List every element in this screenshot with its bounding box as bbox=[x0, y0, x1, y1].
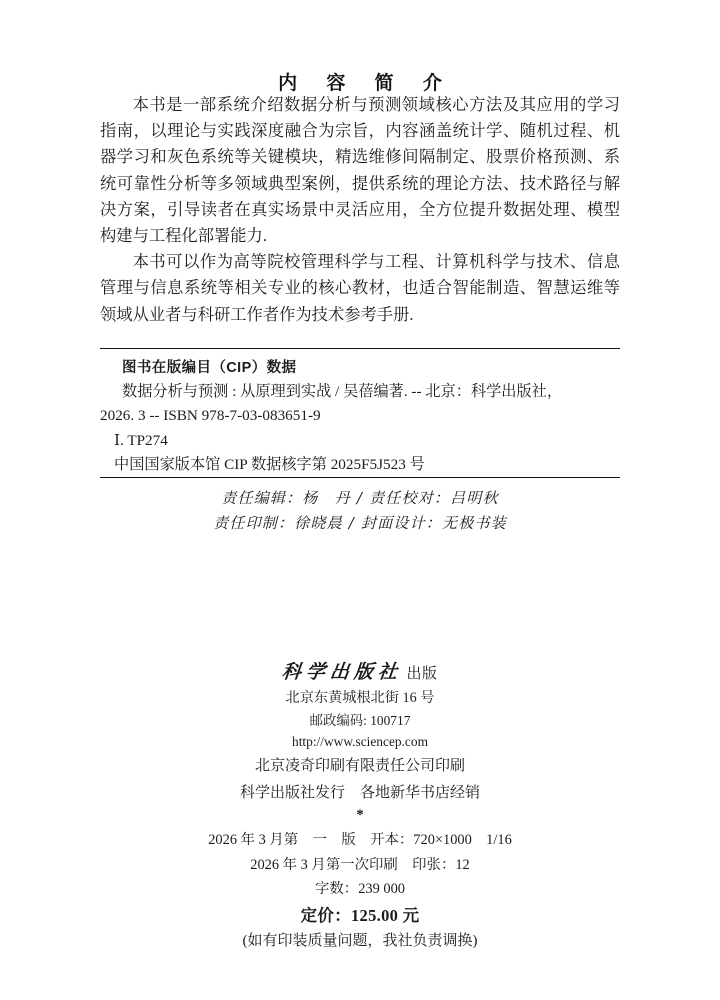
cip-block bbox=[100, 357, 624, 478]
cip-registry-line: 中国国家版本馆 CIP 数据核字第 2025F5J523 号 bbox=[114, 456, 425, 474]
abstract-paragraph-1: 本书是一部系统介绍数据分析与预测领域核心方法及其应用的学习指南，以理论与实践深度融合为宗旨，内容涵盖统计学、随机过程、机器学习和灰色系统等关键模块，精选维修间隔制定、股票价格预测、系统可靠性分析等多领域典型案例，提供系统的理论方法、技术路径与解决方案，引导读者在真实场景中灵活应用，全方位提升数据处理、模型构建与工程化部署能力. bbox=[100, 95, 620, 246]
quality-notice: (如有印装质量问题，我社负责调换) bbox=[242, 932, 478, 949]
publisher-logo: 科学出版社 bbox=[281, 661, 404, 683]
spec-wordcount-line: 字数：239 000 bbox=[315, 881, 405, 897]
printing-specs-block bbox=[0, 828, 720, 954]
page-title: 内 容 简 介 bbox=[278, 73, 454, 94]
spec-edition-line: 2026 年 3 月第 一 版 开本：720×1000 1/16 bbox=[208, 832, 512, 848]
credits-editor-line: 责任编辑：杨 丹 / 责任校对：吕明秋 bbox=[221, 489, 499, 507]
price-label: 定价：125.00 元 bbox=[300, 905, 420, 925]
publisher-website[interactable]: http://www.sciencep.com bbox=[292, 733, 428, 749]
publisher-logo-suffix: 出版 bbox=[406, 666, 438, 682]
publisher-printer: 北京凌奇印刷有限责任公司印刷 bbox=[254, 757, 465, 774]
publisher-postcode: 邮政编码: 100717 bbox=[309, 712, 411, 728]
publisher-distribution: 科学出版社发行 各地新华书店经销 bbox=[239, 785, 480, 801]
publisher-block bbox=[0, 658, 720, 805]
asterisk-separator: * bbox=[356, 807, 364, 823]
abstract-block bbox=[100, 92, 620, 328]
cip-rule-top bbox=[100, 348, 620, 349]
abstract-paragraph-2: 本书可以作为高等院校管理科学与工程、计算机科学与技术、信息管理与信息系统等相关专业的核心教材，也适合智能制造、智慧运维等领域从业者与科研工作者作为技术参考手册. bbox=[100, 252, 620, 324]
cip-title-line: 数据分析与预测 : 从原理到实战 / 吴蓓编著. -- 北京：科学出版社， bbox=[122, 383, 563, 400]
publisher-logo-line bbox=[0, 658, 720, 688]
credits-production-line: 责任印制：徐晓晨 / 封面设计：无极书装 bbox=[213, 514, 507, 532]
cip-heading: 图书在版编目（CIP）数据 bbox=[122, 360, 297, 376]
spec-impression-line: 2026 年 3 月第一次印刷 印张：12 bbox=[250, 856, 470, 873]
publisher-address: 北京东黄城根北街 16 号 bbox=[285, 690, 435, 706]
credits-block bbox=[0, 486, 720, 536]
cip-isbn-line: 2026. 3 -- ISBN 978-7-03-083651-9 bbox=[100, 407, 321, 425]
cip-classification-line: Ⅰ. TP274 bbox=[114, 431, 168, 449]
